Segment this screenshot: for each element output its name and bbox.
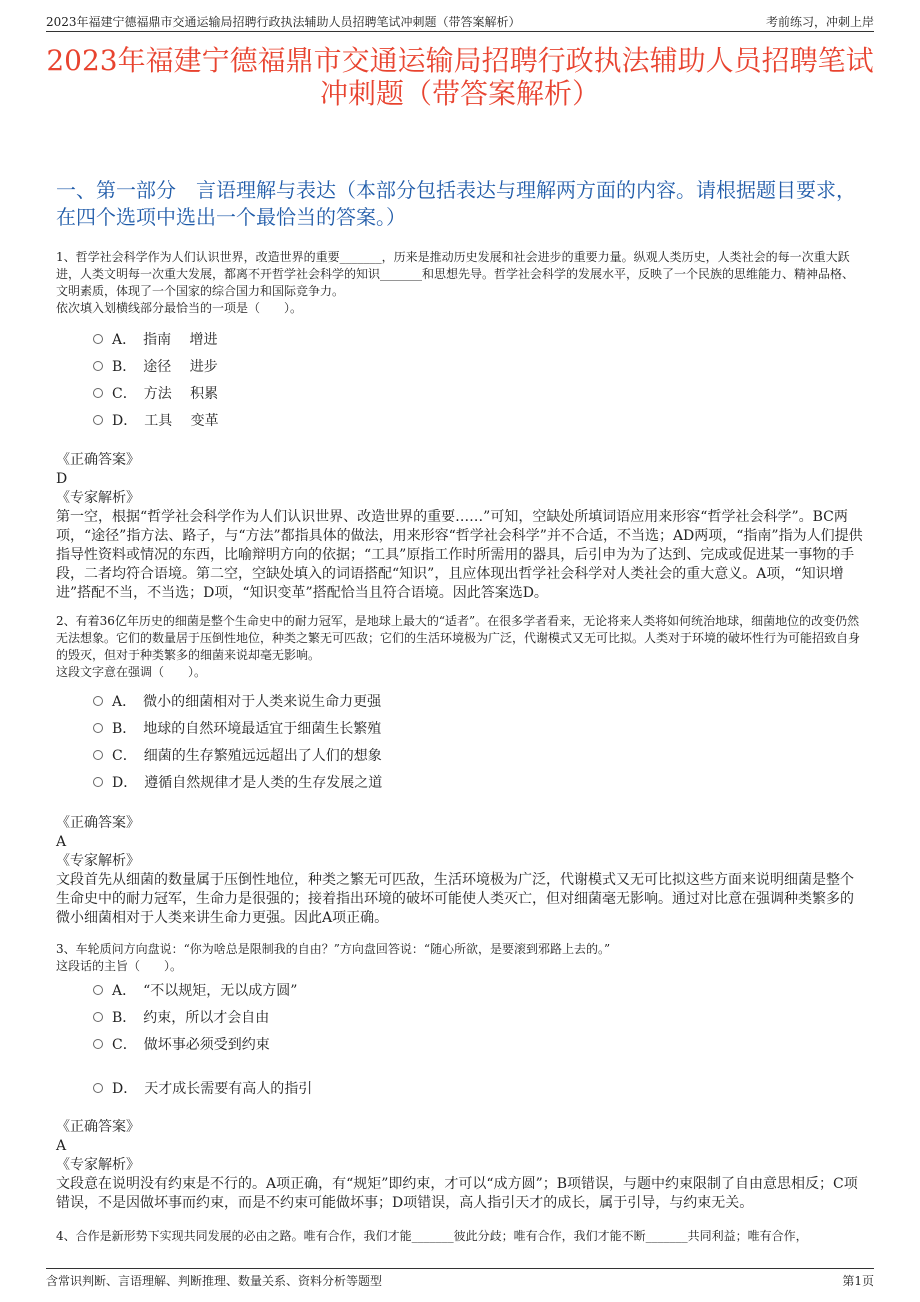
option-label: B． 约束，所以才会自由	[112, 1009, 270, 1026]
radio-icon[interactable]	[93, 750, 103, 760]
option-label: A． “不以规矩，无以成方圆”	[112, 982, 298, 999]
answer-value: D	[56, 471, 68, 487]
option-label: D． 遵循自然规律才是人类的生存发展之道	[112, 774, 383, 791]
question-3-stem	[56, 941, 864, 975]
page-number: 第1页	[842, 1274, 874, 1288]
radio-icon[interactable]	[93, 334, 103, 344]
radio-icon[interactable]	[93, 1012, 103, 1022]
header-title: 2023年福建宁德福鼎市交通运输局招聘行政执法辅助人员招聘笔试冲刺题（带答案解析）	[46, 15, 521, 29]
analysis-text: 文段意在说明没有约束是不行的。A项正确，有“规矩”即约束，才可以“成方圆”；B项错误，与题中约束限制了自由意思相反；C项错误，不是因做坏事而约束，而是不约束可能做坏事；D项错误，高人指引天才的成长，属于引导，与约束无关。	[56, 1176, 858, 1211]
option-a[interactable]	[93, 687, 382, 714]
option-label: C． 方法 积累	[112, 385, 219, 402]
radio-icon[interactable]	[93, 1083, 103, 1093]
footer-note: 含常识判断、言语理解、判断推理、数量关系、资料分析等题型	[46, 1274, 383, 1288]
question-3-answer	[56, 1118, 864, 1213]
answer-label: 《正确答案》	[56, 815, 140, 831]
option-c[interactable]	[93, 1030, 312, 1057]
option-label: C． 细菌的生存繁殖远远超出了人们的想象	[112, 747, 382, 764]
analysis-label: 《专家解析》	[56, 1157, 140, 1173]
page-title: 2023年福建宁德福鼎市交通运输局招聘行政执法辅助人员招聘笔试冲刺题（带答案解析）	[46, 44, 874, 110]
radio-icon[interactable]	[93, 388, 103, 398]
option-label: B． 途径 进步	[112, 358, 218, 375]
analysis-text: 文段首先从细菌的数量属于压倒性地位，种类之繁无可匹敌，生活环境极为广泛，代谢模式又无可比拟这些方面来说明细菌是整个生命史中的耐力冠军，生命力是很强的；接着指出环境的破坏可能使人类灭亡，但对细菌毫无影响。通过对比意在强调种类繁多的微小细菌相对于人类来讲生命力更强。因此A项正确。	[56, 872, 854, 926]
page-footer	[46, 1272, 874, 1289]
option-label: D． 工具 变革	[112, 412, 219, 429]
analysis-label: 《专家解析》	[56, 853, 140, 869]
option-b[interactable]	[93, 352, 219, 379]
question-2-answer	[56, 814, 864, 928]
radio-icon[interactable]	[93, 723, 103, 733]
option-label: D． 天才成长需要有高人的指引	[112, 1080, 313, 1097]
option-c[interactable]	[93, 741, 382, 768]
radio-icon[interactable]	[93, 985, 103, 995]
question-1-stem	[56, 249, 864, 317]
question-ask-text: 这段话的主旨（ ）。	[56, 959, 183, 973]
analysis-text: 第一空，根据“哲学社会科学作为人们认识世界、改造世界的重要……”可知，空缺处所填词语应用来形容“哲学社会科学”。BC两项，“途径”指方法、路子，与“方法”都指具体的做法，用来形容“哲学社会科学”并不合适，不当选；AD两项，“指南”指为人们提供指导性资料或情况的东西，比喻辩明方向的依据；“工具”原指工作时所需用的器具，后引申为为了达到、完成或促进某一事物的手段，二者均符合语境。第二空，空缺处填入的词语搭配“知识”，且应体现出哲学社会科学对人类社会的重大意义。A项，“知识增进”搭配不当，不当选；D项，“知识变革”搭配恰当且符合语境。因此答案选D。	[56, 509, 863, 601]
question-1-options	[93, 325, 219, 433]
option-label: A． 指南 增进	[112, 331, 218, 348]
radio-icon[interactable]	[93, 1039, 103, 1049]
question-4-stem	[56, 1228, 864, 1248]
question-stem-text: 1、哲学社会科学作为人们认识世界，改造世界的重要_______，历来是推动历史发展和社会进步的重要力量。纵观人类历史，人类社会的每一次重大跃进，人类文明每一次重大发展，都离不开哲学社会科学的知识_______和思想先导。哲学社会科学的发展水平，反映了一个民族的思维能力、精神品格、文明素质，体现了一个国家的综合国力和国际竞争力。	[56, 250, 855, 298]
option-a[interactable]	[93, 325, 219, 352]
question-2-options	[93, 687, 382, 795]
footer-divider	[46, 1268, 874, 1269]
radio-icon[interactable]	[93, 696, 103, 706]
option-label: C． 做坏事必须受到约束	[112, 1036, 270, 1053]
option-a[interactable]	[93, 976, 312, 1003]
question-ask-text: 这段文字意在强调（ ）。	[56, 665, 207, 679]
question-ask-text: 依次填入划横线部分最恰当的一项是（ ）。	[56, 301, 303, 315]
question-2-stem	[56, 613, 864, 681]
analysis-label: 《专家解析》	[56, 490, 140, 506]
radio-icon[interactable]	[93, 361, 103, 371]
option-d[interactable]	[93, 1074, 312, 1101]
option-d[interactable]	[93, 768, 382, 795]
option-label: B． 地球的自然环境最适宜于细菌生长繁殖	[112, 720, 382, 737]
radio-icon[interactable]	[93, 777, 103, 787]
option-d[interactable]	[93, 406, 219, 433]
question-3-options	[93, 976, 312, 1101]
question-1-answer	[56, 451, 864, 603]
option-c[interactable]	[93, 379, 219, 406]
answer-label: 《正确答案》	[56, 452, 140, 468]
header-slogan: 考前练习，冲刺上岸	[765, 15, 874, 29]
section-heading: 一、第一部分 言语理解与表达（本部分包括表达与理解两方面的内容。请根据题目要求，在四个选项中选出一个最恰当的答案。）	[56, 178, 856, 229]
radio-icon[interactable]	[93, 415, 103, 425]
question-stem-text: 4、合作是新形势下实现共同发展的必由之路。唯有合作，我们才能_______彼此分歧；唯有合作，我们才能不断_______共同利益；唯有合作，	[56, 1229, 808, 1243]
answer-value: A	[56, 834, 67, 850]
header-divider	[46, 31, 874, 32]
answer-label: 《正确答案》	[56, 1119, 140, 1135]
page-header	[46, 10, 874, 30]
option-label: A． 微小的细菌相对于人类来说生命力更强	[112, 693, 382, 710]
question-stem-text: 3、车轮质问方向盘说：“你为啥总是限制我的自由？”方向盘回答说：“随心所欲，是要滚到邪路上去的。”	[56, 942, 611, 956]
option-b[interactable]	[93, 1003, 312, 1030]
question-stem-text: 2、有着36亿年历史的细菌是整个生命史中的耐力冠军，是地球上最大的“适者”。在很多学者看来，无论将来人类将如何统治地球，细菌地位的改变仍然无法想象。它们的数量居于压倒性地位，种类之繁无可匹敌；它们的生活环境极为广泛，代谢模式又无可比拟。人类对于环境的破坏性行为可能招致自身的毁灭，但对于种类繁多的细菌来说却毫无影响。	[56, 614, 861, 662]
option-b[interactable]	[93, 714, 382, 741]
answer-value: A	[56, 1138, 67, 1154]
